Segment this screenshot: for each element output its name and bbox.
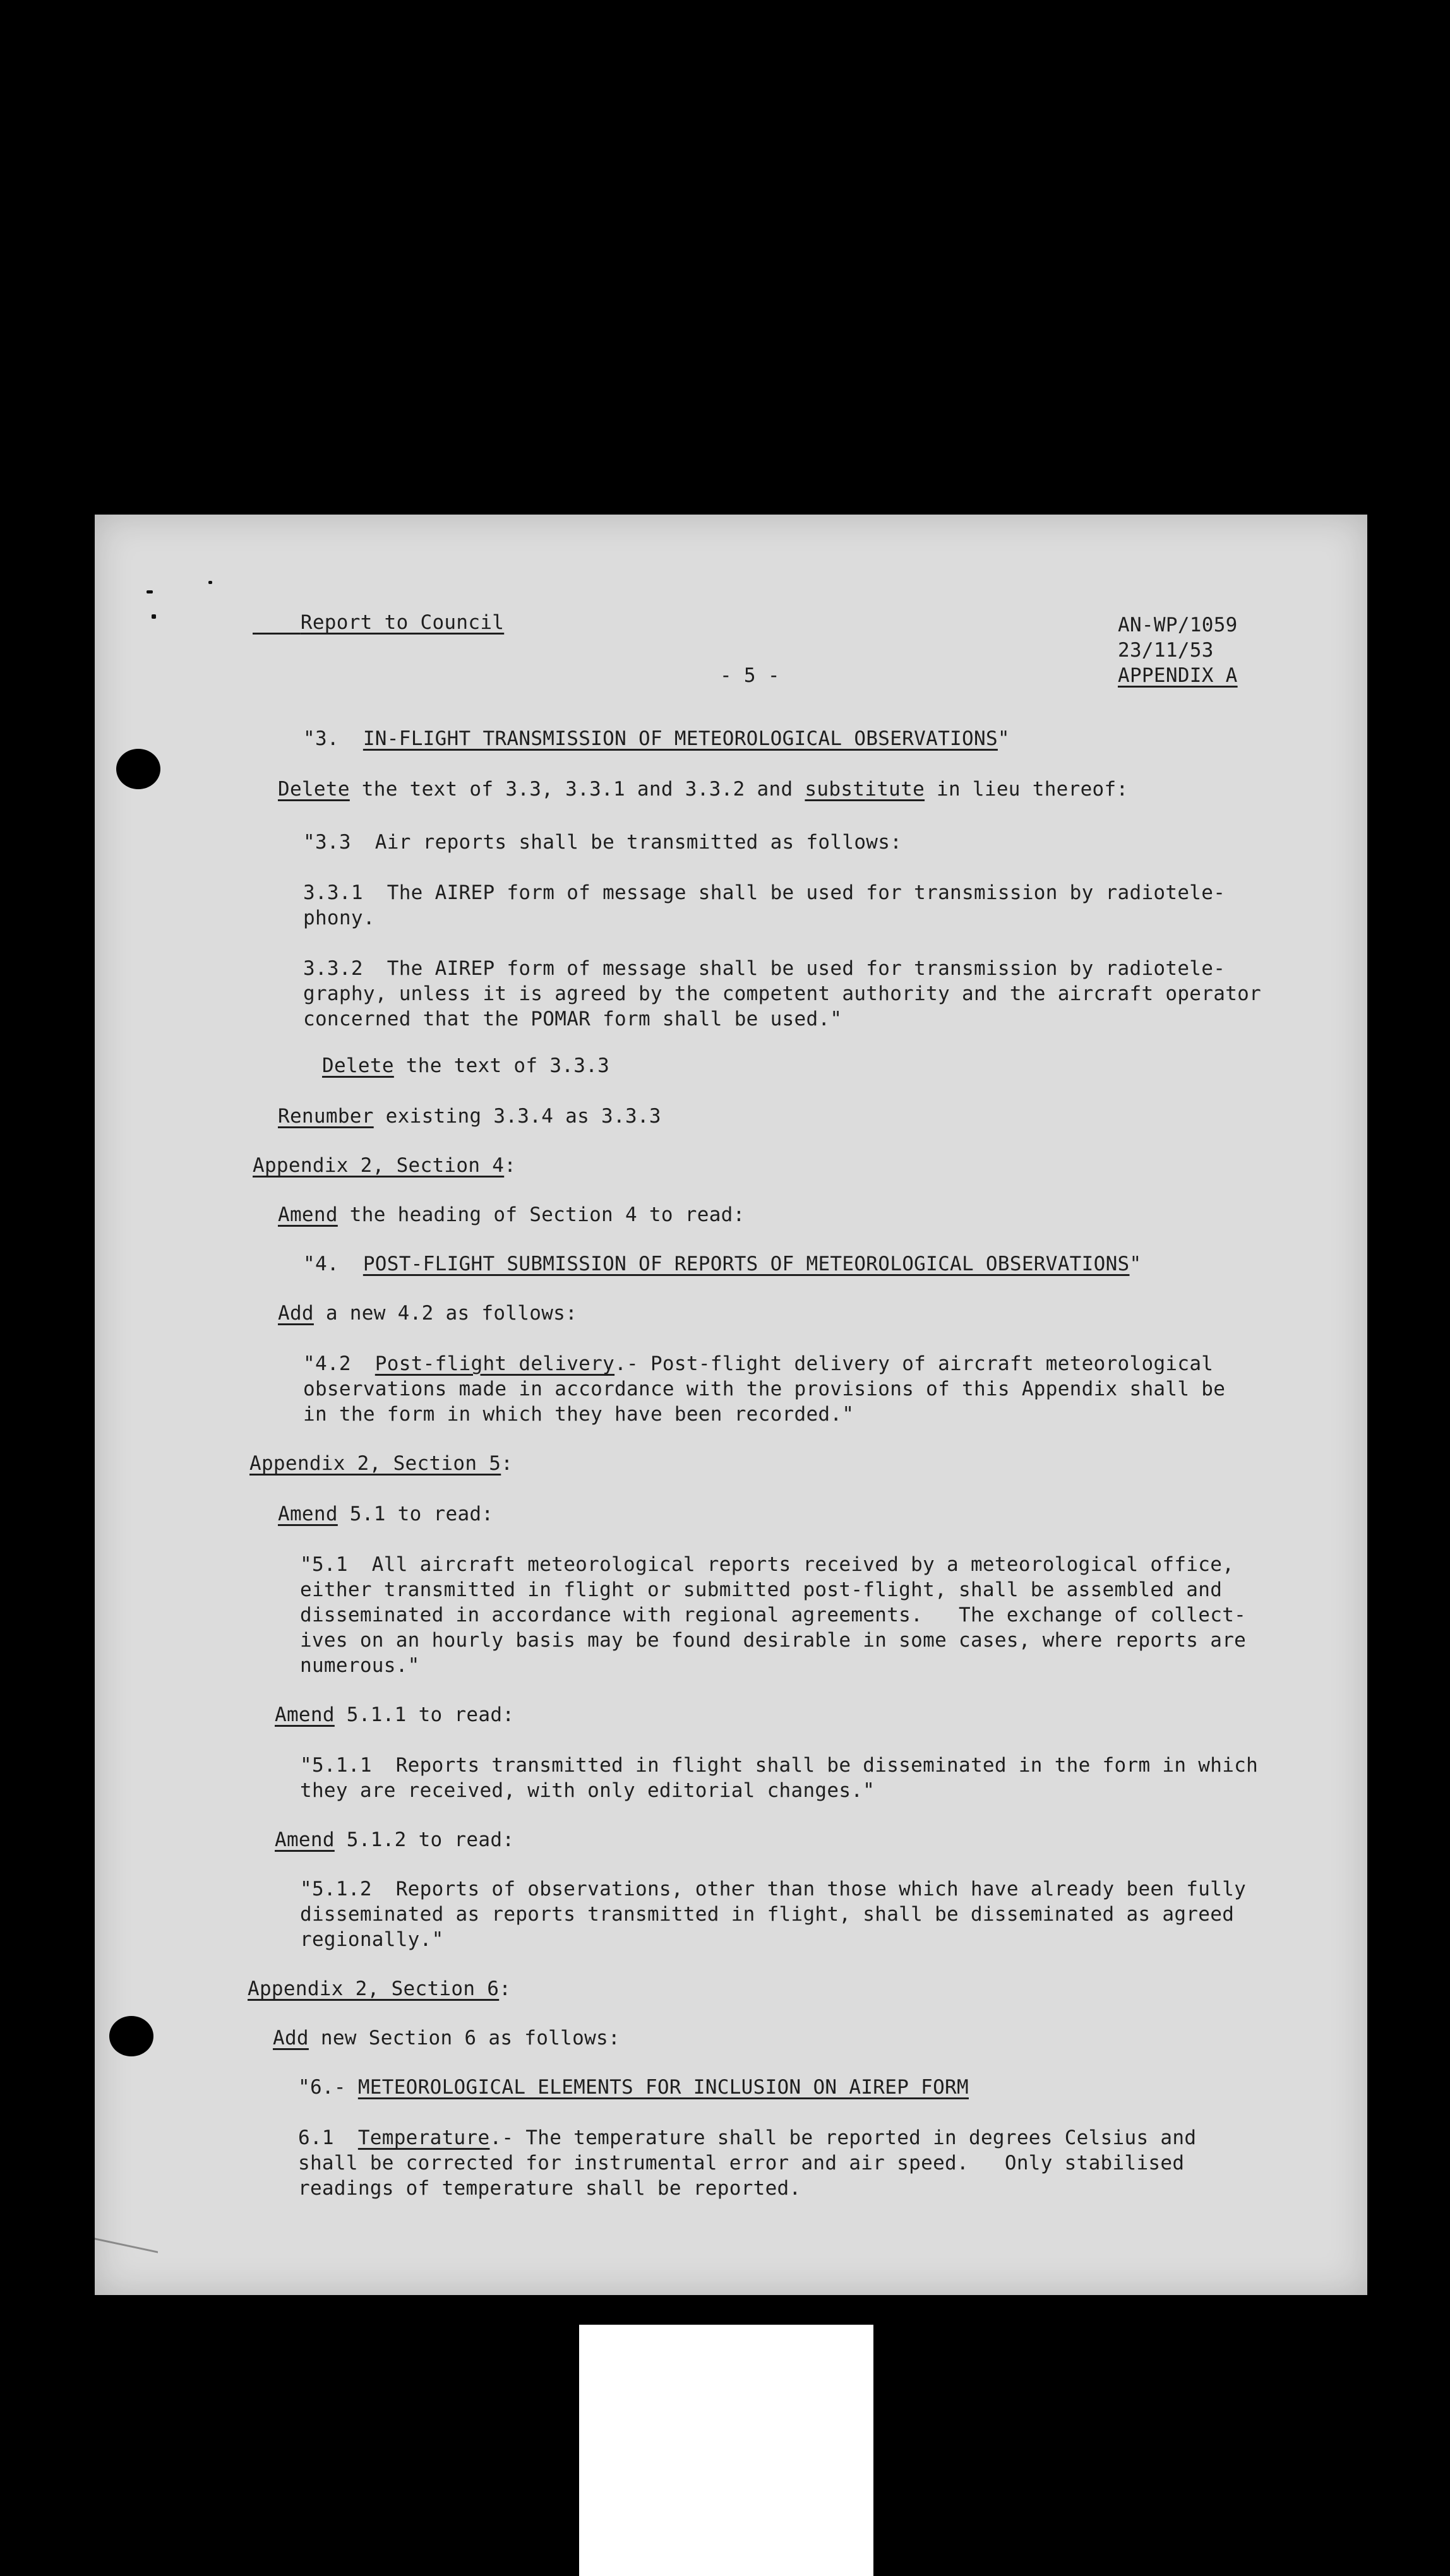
paragraph-6-1-line1: 6.1 Temperature.- The temperature shall be reported in degrees Celsius and <box>298 2126 1197 2149</box>
renumber-instruction: Renumber existing 3.3.4 as 3.3.3 <box>278 1105 661 1128</box>
speck <box>147 590 153 593</box>
section6-heading: "6.- METEOROLOGICAL ELEMENTS FOR INCLUSION ON AIREP FORM <box>298 2076 969 2099</box>
paragraph-3-3-2-line2: graphy, unless it is agreed by the competent authority and the aircraft operator <box>303 982 1262 1005</box>
paragraph-5-1-1-line2: they are received, with only editorial changes." <box>300 1779 875 1802</box>
amend-5-1-instruction: Amend 5.1 to read: <box>278 1503 494 1525</box>
paragraph-5-1-line2: either transmitted in flight or submitted post-flight, shall be assembled and <box>300 1578 1223 1601</box>
appendix2-section4-title: Appendix 2, Section 4: <box>253 1154 517 1177</box>
amend-5-1-1-instruction: Amend 5.1.1 to read: <box>275 1703 515 1726</box>
appendix2-section5-title: Appendix 2, Section 5: <box>249 1452 513 1475</box>
punch-hole-bottom <box>109 2016 153 2056</box>
appendix2-section6-title: Appendix 2, Section 6: <box>248 1977 512 2000</box>
report-title: Report to Council <box>300 611 505 634</box>
paragraph-5-1-line5: numerous." <box>300 1654 420 1677</box>
doc-date: 23/11/53 <box>1118 639 1214 662</box>
paragraph-3-3-1-line2: phony. <box>303 907 375 929</box>
paragraph-4-2-line3: in the form in which they have been recorded." <box>303 1403 854 1426</box>
paragraph-5-1-1-line1: "5.1.1 Reports transmitted in flight shall be disseminated in the form in which <box>300 1754 1259 1777</box>
paragraph-3-3-1-line1: 3.3.1 The AIREP form of message shall be used for transmission by radiotele- <box>303 881 1226 904</box>
paragraph-5-1-line4: ives on an hourly basis may be found desirable in some cases, where reports are <box>300 1629 1247 1652</box>
section4-heading: "4. POST-FLIGHT SUBMISSION OF REPORTS OF METEOROLOGICAL OBSERVATIONS" <box>303 1253 1142 1275</box>
speck <box>152 614 156 619</box>
section3-heading: "3. IN-FLIGHT TRANSMISSION OF METEOROLOGICAL OBSERVATIONS" <box>303 727 1010 750</box>
paragraph-5-1-2-line2: disseminated as reports transmitted in flight, shall be disseminated as agreed <box>300 1903 1235 1926</box>
punch-hole-top <box>116 749 160 789</box>
paragraph-5-1-line1: "5.1 All aircraft meteorological reports received by a meteorological office, <box>300 1553 1235 1576</box>
paragraph-5-1-line3: disseminated in accordance with regional agreements. The exchange of collect- <box>300 1604 1247 1626</box>
speck <box>208 581 212 584</box>
add-4-2-instruction: Add a new 4.2 as follows: <box>278 1302 578 1325</box>
white-label-card <box>579 2325 873 2576</box>
delete-instruction: Delete the text of 3.3, 3.3.1 and 3.3.2 and substitute in lieu thereof: <box>278 778 1129 801</box>
paragraph-6-1-line3: readings of temperature shall be reported. <box>298 2177 801 2200</box>
delete-3-3-3: Delete the text of 3.3.3 <box>322 1054 610 1077</box>
paragraph-5-1-2-line3: regionally." <box>300 1928 444 1951</box>
paragraph-3-3-2-line3: concerned that the POMAR form shall be used." <box>303 1008 842 1030</box>
add-section6-instruction: Add new Section 6 as follows: <box>273 2027 620 2049</box>
paragraph-6-1-line2: shall be corrected for instrumental error and air speed. Only stabilised <box>298 2152 1185 2174</box>
paragraph-3-3-2-line1: 3.3.2 The AIREP form of message shall be used for transmission by radiotele- <box>303 957 1226 980</box>
appendix-label: APPENDIX A <box>1118 664 1238 687</box>
paragraph-4-2-line2: observations made in accordance with the provisions of this Appendix shall be <box>303 1378 1226 1400</box>
paragraph-5-1-2-line1: "5.1.2 Reports of observations, other than those which have already been fully <box>300 1878 1247 1900</box>
amend-section4-heading: Amend the heading of Section 4 to read: <box>278 1203 745 1226</box>
doc-reference: AN-WP/1059 <box>1118 614 1238 636</box>
paragraph-3-3: "3.3 Air reports shall be transmitted as follows: <box>303 831 902 854</box>
paragraph-4-2-line1: "4.2 Post-flight delivery.- Post-flight delivery of aircraft meteorological <box>303 1352 1214 1375</box>
amend-5-1-2-instruction: Amend 5.1.2 to read: <box>275 1828 515 1851</box>
page-number: - 5 - <box>720 664 780 687</box>
